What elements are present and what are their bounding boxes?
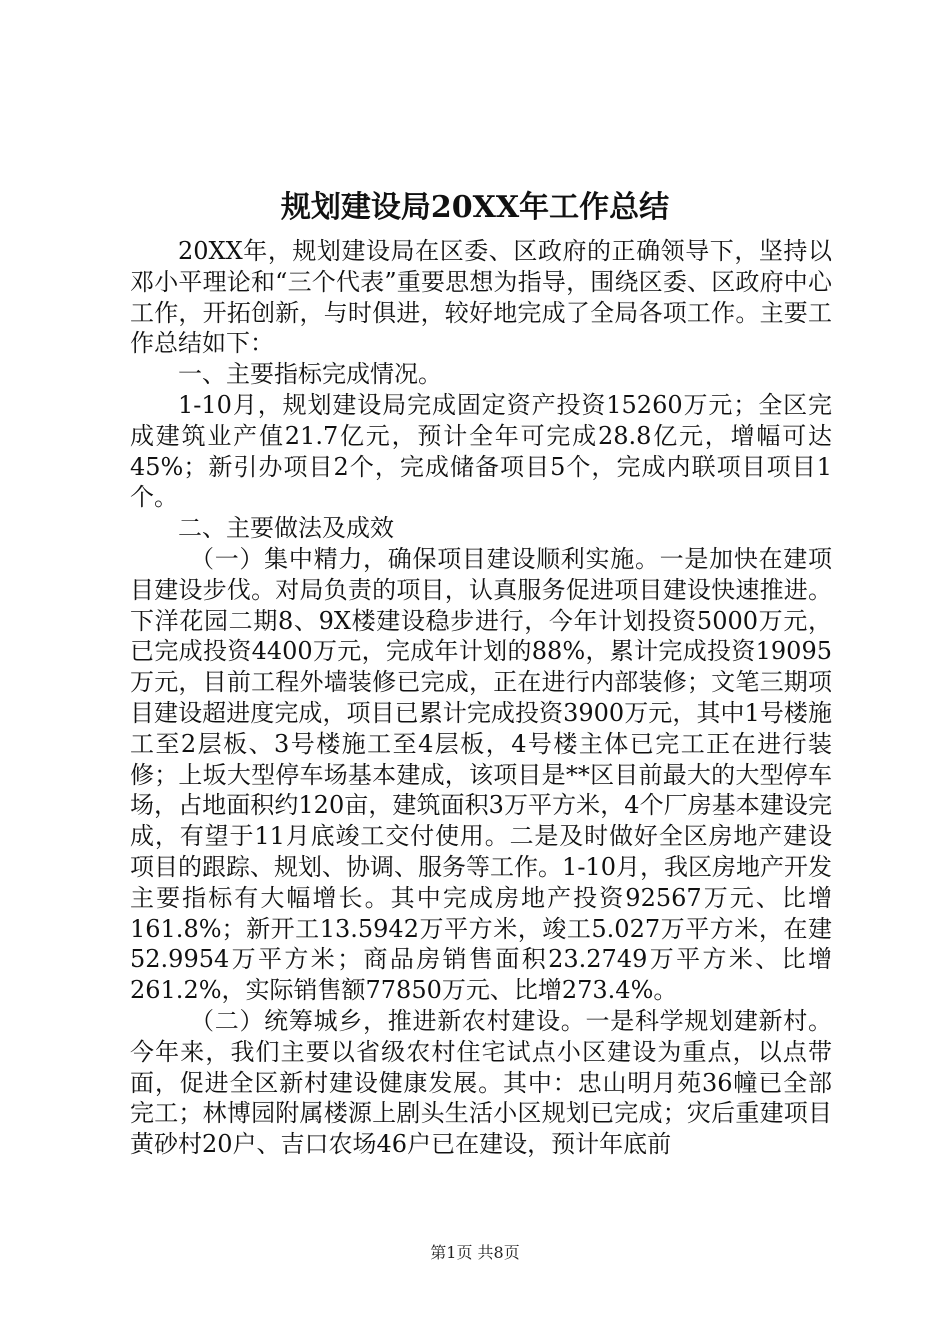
paragraph-intro: 20XX年，规划建设局在区委、区政府的正确领导下，坚持以邓小平理论和“三个代表”重要思想为指导，围绕区委、区政府中心工作，开拓创新，与时俱进，较好地完成了全局各项工作。主要工作总结如下： bbox=[130, 237, 832, 358]
paragraph-indicators: 1-10月，规划建设局完成固定资产投资15260万元；全区完成建筑业产值21.7亿元，预计全年可完成28.8亿元，增幅可达45%；新引办项目2个，完成储备项目5个，完成内联项目项目1个。 bbox=[130, 390, 832, 512]
heading-section-1: 一、主要指标完成情况。 bbox=[178, 360, 442, 389]
document-body bbox=[130, 236, 832, 1160]
page-number-footer: 第1页 共8页 bbox=[430, 1243, 520, 1262]
paragraph-rural-construction: （二）统筹城乡，推进新农村建设。一是科学规划建新村。今年来，我们主要以省级农村住宅试点小区建设为重点，以点带面，促进全区新村建设健康发展。其中：忠山明月苑36幢已全部完工；林博园附属楼源上剧头生活小区规划已完成；灾后重建项目黄砂村20户、吉口农场46户已在建设，预计年底前 bbox=[130, 1006, 832, 1159]
paragraph-project-construction: （一）集中精力，确保项目建设顺利实施。一是加快在建项目建设步伐。对局负责的项目，认真服务促进项目建设快速推进。下洋花园二期8、9X楼建设稳步进行，今年计划投资5000万元，已完成投资4400万元，完成年计划的88%，累计完成投资19095万元，目前工程外墙装修已完成，正在进行内部装修；文笔三期项目建设超进度完成，项目已累计完成投资3900万元，其中1号楼施工至2层板、3号楼施工至4层板，4号楼主体已完工正在进行装修；上坂大型停车场基本建成，该项目是**区目前最大的大型停车场，占地面积约120亩，建筑面积3万平方米，4个厂房基本建设完成，有望于11月底竣工交付使用。二是及时做好全区房地产建设项目的跟踪、规划、协调、服务等工作。1-10月，我区房地产开发主要指标有大幅增长。其中完成房地产投资92567万元、比增161.8%；新开工13.5942万平方米，竣工5.027万平方米，在建52.9954万平方米；商品房销售面积23.2749万平方米、比增261.2%，实际销售额77850万元、比增273.4%。 bbox=[130, 544, 832, 1005]
document-title: 规划建设局20XX年工作总结 bbox=[280, 190, 670, 225]
heading-section-2: 二、主要做法及成效 bbox=[178, 514, 394, 543]
